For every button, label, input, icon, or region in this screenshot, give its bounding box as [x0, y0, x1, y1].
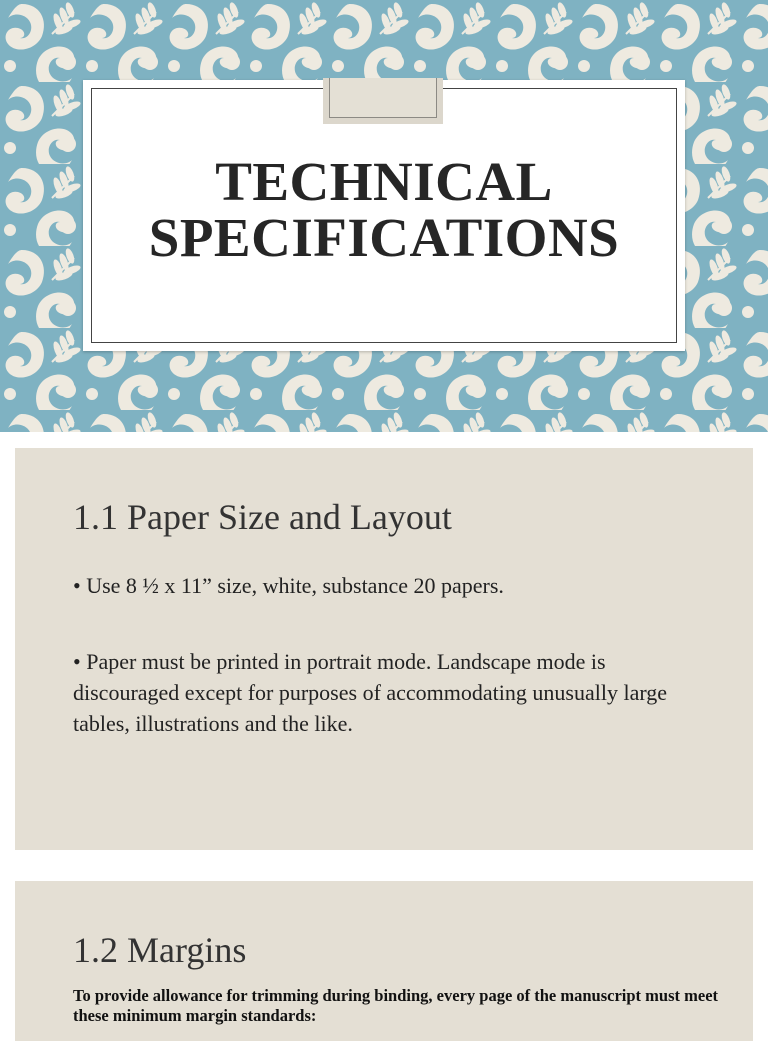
slide-title [83, 151, 685, 268]
bullet-item: • Use 8 ½ x 11” size, white, substance 20 papers. [73, 573, 504, 598]
slide-title-line-1: TECHNICAL [215, 151, 553, 212]
slide-paper-size-layout [15, 448, 753, 850]
slide-heading: 1.2 Margins [73, 930, 247, 970]
title-card [83, 80, 685, 351]
title-slide [0, 0, 768, 432]
slide-body-text: To provide allowance for trimming during binding, every page of the manuscript must meet these minimum margin standards: [73, 986, 719, 1025]
slide-margins [15, 881, 753, 1041]
slide-heading: 1.1 Paper Size and Layout [73, 497, 452, 537]
bullet-item: • Paper must be printed in portrait mode. Landscape mode is discouraged except for purposes of accommodating unusually large tables, illustrations and the like. [73, 649, 668, 736]
slide-title-line-2: SPECIFICATIONS [148, 207, 620, 268]
title-card-tab-decoration [323, 78, 443, 124]
